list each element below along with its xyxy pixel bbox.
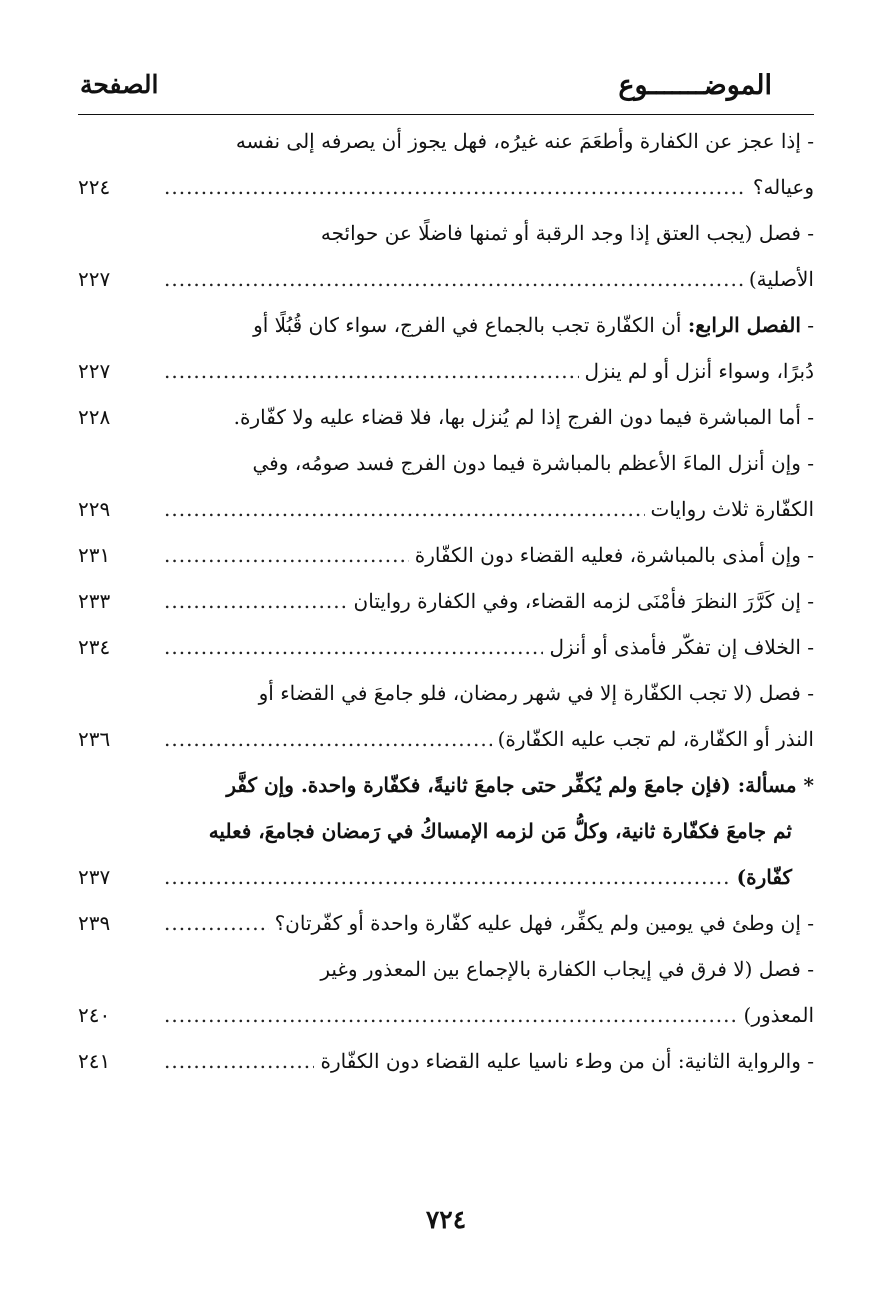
entry-page: ٢٣٣: [78, 589, 111, 613]
toc-entry: [78, 440, 814, 532]
dot-leader: [164, 716, 492, 762]
entry-line: - فصل (يجب العتق إذا وجد الرقبة أو ثمنها فاضلًا عن حوائجه: [320, 221, 814, 245]
entry-page: ٢٣٧: [78, 865, 111, 889]
toc-entry: [78, 762, 814, 900]
entry-page: ٢٢٧: [78, 267, 111, 291]
entry-line: كفّارة): [736, 865, 792, 889]
entry-line: وعياله؟: [752, 175, 814, 199]
toc-entry: [78, 210, 814, 302]
entry-page: ٢٢٩: [78, 497, 111, 521]
entry-line: - إن وطئ في يومين ولم يكفِّر، فهل عليه كفّارة واحدة أو كفّرتان؟: [274, 911, 814, 935]
header-rule: [78, 114, 814, 115]
toc-entry: [78, 118, 814, 210]
page-number: ٧٢٤: [425, 1205, 467, 1234]
entry-line: - فصل (لا تجب الكفّارة إلا في شهر رمضان، فلو جامعَ في القضاء أو: [258, 681, 814, 705]
chapter-label: الفصل الرابع:: [687, 313, 801, 337]
toc-entry: [78, 532, 814, 578]
entry-line: الأصلية): [748, 267, 814, 291]
toc-entry: [78, 394, 814, 440]
header-topic: الموضـــــــوع: [618, 70, 772, 101]
dot-leader: [164, 256, 743, 302]
dot-leader: [164, 164, 747, 210]
entry-line: - إذا عجز عن الكفارة وأطعَمَ عنه غيرُه، فهل يجوز أن يصرفه إلى نفسه: [235, 129, 814, 153]
entry-line: أن الكفّارة تجب بالجماع في الفرج، سواء كان قُبُلًا أو: [253, 313, 688, 337]
entry-page: ٢٢٧: [78, 359, 111, 383]
entry-line: ثم جامعَ فكفّارة ثانية، وكلُّ مَن لزمه الإمساكُ في رَمضان فجامعَ، فعليه: [208, 819, 792, 843]
dot-leader: [164, 532, 409, 578]
dot-leader: [164, 348, 579, 394]
entry-line: - وإن أنزل الماءَ الأعظم بالمباشرة فيما دون الفرج فسد صومُه، وفي: [252, 451, 814, 475]
entry-page: ٢٤١: [78, 1049, 111, 1073]
toc-entry: [78, 900, 814, 946]
entry-page: ٢٤٠: [78, 1003, 111, 1027]
entry-page: ٢٣٩: [78, 911, 111, 935]
entry-line: المعذور): [743, 1003, 814, 1027]
entry-line: الكفّارة ثلاث روايات: [650, 497, 814, 521]
dot-leader: [164, 578, 348, 624]
dot-leader: [164, 992, 738, 1038]
toc-entry: [78, 670, 814, 762]
entry-line: - والرواية الثانية: أن من وطء ناسيا عليه القضاء دون الكفّارة: [320, 1049, 814, 1073]
entry-line: - وإن أمذى بالمباشرة، فعليه القضاء دون الكفّارة: [414, 543, 814, 567]
entry-page: ٢٣١: [78, 543, 111, 567]
entry-line: النذر أو الكفّارة، لم تجب عليه الكفّارة): [497, 727, 814, 751]
toc-entry: [78, 1038, 814, 1084]
entry-line: - أما المباشرة فيما دون الفرج إذا لم يُنزل بها، فلا قضاء عليه ولا كفّارة.: [233, 405, 814, 429]
dot-leader: [164, 1038, 314, 1084]
entry-page: ٢٣٤: [78, 635, 111, 659]
entry-line: دُبرًا، وسواء أنزل أو لم ينزل: [584, 359, 814, 383]
header-page: الصفحة: [80, 70, 159, 99]
dot-leader: [164, 900, 269, 946]
entry-page: ٢٣٦: [78, 727, 111, 751]
toc-entry: [78, 578, 814, 624]
dot-leader: [164, 624, 543, 670]
entry-line: - فصل (لا فرق في إيجاب الكفارة بالإجماع بين المعذور وغير: [320, 957, 814, 981]
dot-leader: [164, 854, 731, 900]
entry-line: - الخلاف إن تفكّر فأمذى أو أنزل: [549, 635, 814, 659]
dot-leader: [164, 486, 645, 532]
toc-list: [78, 118, 814, 1084]
entry-page: ٢٢٤: [78, 175, 111, 199]
entry-line: * مسألة: (فإن جامعَ ولم يُكفِّر حتى جامعَ ثانيةً، فكفّارة واحدة. وإن كفَّر: [226, 773, 814, 797]
entry-line: - إن كَرَّرَ النظرَ فأمْنَى لزمه القضاء، وفي الكفارة روايتان: [353, 589, 814, 613]
entry-page: ٢٢٨: [78, 405, 111, 429]
toc-entry: [78, 624, 814, 670]
toc-entry: - الفصل الرابع: أن الكفّارة تجب بالجماع في الفرج، سواء كان قُبُلًا أو دُبرًا، وسواء أنزل أو لم ينزل ..... ٢٢٧: [78, 302, 814, 394]
toc-entry: [78, 946, 814, 1038]
